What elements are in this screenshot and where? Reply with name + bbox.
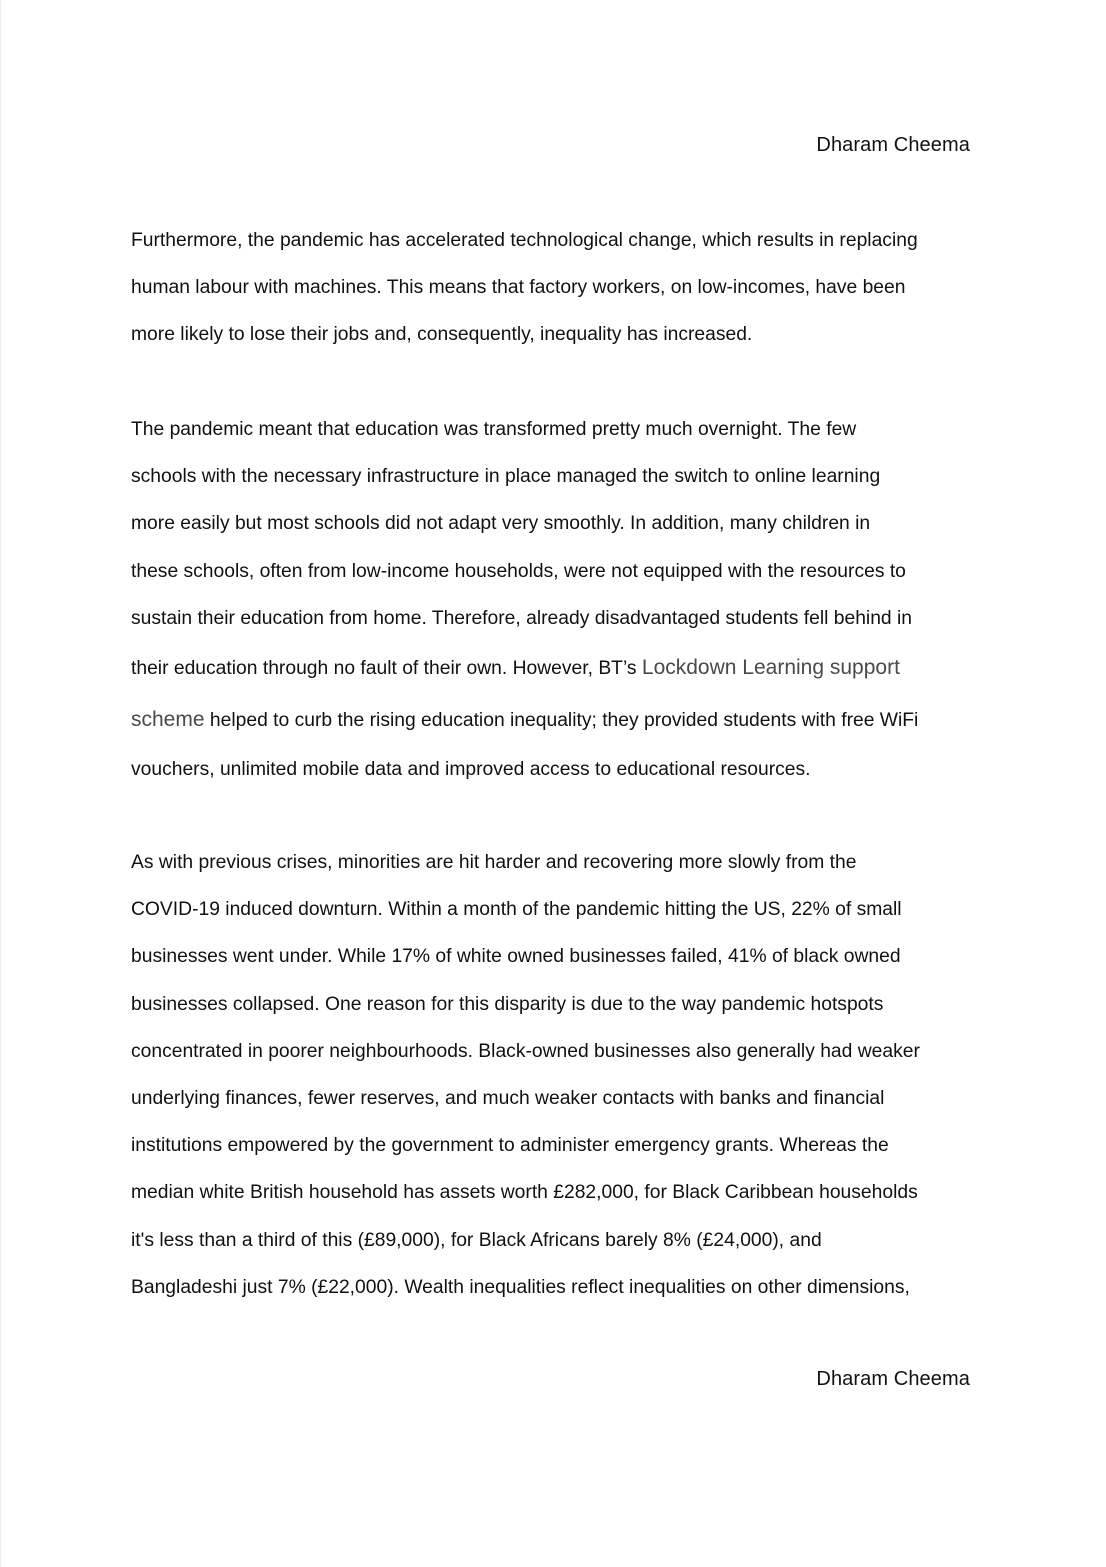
paragraph-line: concentrated in poorer neighbourhoods. Black-owned businesses also generally had weaker — [131, 1040, 920, 1062]
paragraph-line: median white British household has assets worth £282,000, for Black Caribbean households — [131, 1182, 918, 1204]
paragraph-line: The pandemic meant that education was transformed pretty much overnight. The few — [131, 419, 857, 440]
paragraph-line: it's less than a third of this (£89,000), for Black Africans barely 8% (£24,000), and — [131, 1229, 822, 1251]
line-text: helped to curb the rising education inequality; they provided students with free WiFi — [204, 710, 919, 732]
paragraph-line: institutions empowered by the government to administer emergency grants. Whereas the — [131, 1135, 889, 1157]
paragraph-line: Bangladeshi just 7% (£22,000). Wealth inequalities reflect inequalities on other dimensions, — [131, 1276, 910, 1298]
paragraph-line: sustain their education from home. Therefore, already disadvantaged students fell behind in — [131, 607, 913, 629]
paragraph-line: Furthermore, the pandemic has accelerated technological change, which results in replacing — [131, 230, 918, 251]
paragraph-minorities — [131, 839, 981, 1311]
paragraph-line — [131, 642, 981, 694]
paragraph-line: these schools, often from low-income households, were not equipped with the resources to — [131, 560, 906, 582]
paragraph-line: As with previous crises, minorities are hit harder and recovering more slowly from the — [131, 852, 857, 873]
paragraph-line: more likely to lose their jobs and, consequently, inequality has increased. — [131, 324, 753, 346]
lockdown-learning-link-continued[interactable]: scheme — [131, 708, 205, 732]
paragraph-line: COVID-19 induced downturn. Within a month of the pandemic hitting the US, 22% of small — [131, 899, 902, 921]
paragraph-line: vouchers, unlimited mobile data and improved access to educational resources. — [131, 759, 811, 781]
header-author-name: Dharam Cheema — [816, 134, 970, 156]
paragraph-education — [131, 406, 981, 793]
paragraph-line: businesses went under. While 17% of white owned businesses failed, 41% of black owned — [131, 946, 901, 968]
line-text: their education through no fault of their own. However, BT’s — [131, 658, 642, 680]
paragraph-line: businesses collapsed. One reason for this disparity is due to the way pandemic hotspots — [131, 993, 884, 1015]
paragraph-line: schools with the necessary infrastructure in place managed the switch to online learning — [131, 466, 881, 488]
lockdown-learning-link[interactable]: Lockdown Learning support — [641, 656, 900, 680]
paragraph-line — [131, 694, 981, 746]
paragraph-line: more easily but most schools did not adapt very smoothly. In addition, many children in — [131, 513, 871, 535]
paragraph-line: human labour with machines. This means that factory workers, on low-incomes, have been — [131, 277, 906, 299]
footer-author-name: Dharam Cheema — [816, 1368, 970, 1390]
paragraph-line: underlying finances, fewer reserves, and much weaker contacts with banks and financial — [131, 1088, 885, 1110]
paragraph-technology — [131, 217, 981, 359]
